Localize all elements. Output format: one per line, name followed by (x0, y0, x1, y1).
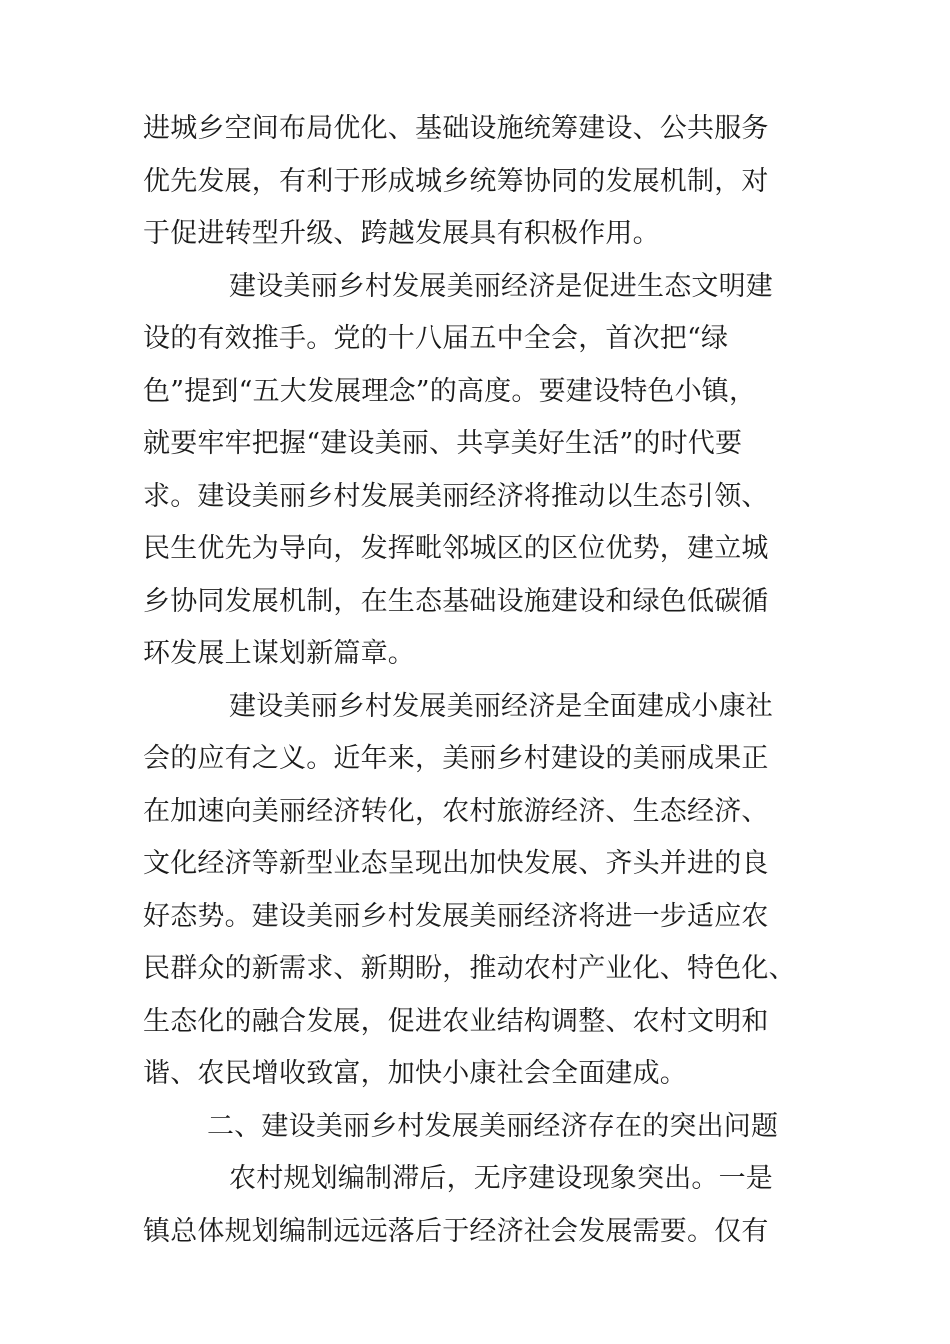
text-line: 会的应有之义。近年来，美丽乡村建设的美丽成果正 (143, 743, 769, 774)
text-line: 民生优先为导向，发挥毗邻城区的区位优势，建立城 (143, 533, 769, 564)
text-line: 生态化的融合发展，促进农业结构调整、农村文明和 (143, 1005, 769, 1037)
text-line: 进城乡空间布局优化、基础设施统筹建设、公共服务 (143, 113, 769, 144)
section-heading: 二、建设美丽乡村发展美丽经济存在的突出问题 (207, 1110, 779, 1142)
text-line: 文化经济等新型业态呈现出加快发展、齐头并进的良 (143, 848, 769, 879)
text-line: 色”提到“五大发展理念”的高度。要建设特色小镇， (143, 375, 757, 407)
text-line: 镇总体规划编制远远落后于经济社会发展需要。仅有 (143, 1215, 769, 1247)
text-line: 好态势。建设美丽乡村发展美丽经济将进一步适应农 (143, 900, 769, 932)
document-body (143, 103, 823, 1258)
text-line: 优先发展，有利于形成城乡统筹协同的发展机制，对 (143, 165, 769, 197)
text-line: 民群众的新需求、新期盼，推动农村产业化、特色化、 (143, 953, 796, 984)
text-line: 乡协同发展机制，在生态基础设施建设和绿色低碳循 (143, 585, 769, 617)
text-line: 谐、农民增收致富，加快小康社会全面建成。 (143, 1058, 687, 1089)
text-line: 于促进转型升级、跨越发展具有积极作用。 (143, 218, 660, 249)
text-line: 设的有效推手。党的十八届五中全会，首次把“绿 (143, 323, 729, 354)
text-line: 求。建设美丽乡村发展美丽经济将推动以生态引领、 (143, 480, 769, 512)
text-line: 在加速向美丽经济转化，农村旅游经济、生态经济、 (143, 795, 769, 827)
text-line: 环发展上谋划新篇章。 (143, 638, 415, 669)
paragraph-first-line: 建设美丽乡村发展美丽经济是促进生态文明建 (229, 270, 773, 302)
paragraph-first-line: 农村规划编制滞后，无序建设现象突出。一是 (229, 1163, 773, 1194)
text-line: 就要牢牢把握“建设美丽、共享美好生活”的时代要 (143, 428, 743, 459)
paragraph-first-line: 建设美丽乡村发展美丽经济是全面建成小康社 (229, 690, 773, 722)
